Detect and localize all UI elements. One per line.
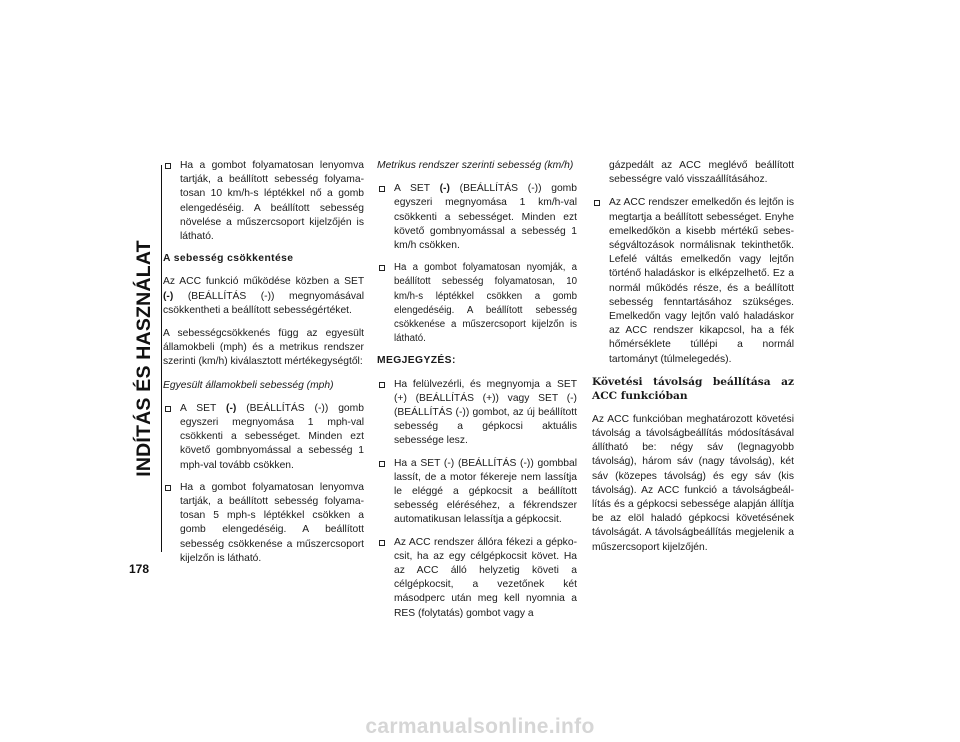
bullet-item: Az ACC rendszer állóra fékezi a gépkocsit, ha az egy célgépkocsit követ. Ha az ACC álló helyzetig követi a célgépkocsit, a vezetőnek két másodperc után meg kell nyomnia a RES (folytatás) gombot vagy a bbox=[377, 536, 577, 621]
square-bullet-icon bbox=[594, 200, 600, 206]
column-3 bbox=[592, 159, 794, 564]
square-bullet-icon bbox=[379, 382, 385, 388]
square-bullet-icon bbox=[379, 186, 385, 192]
square-bullet-icon bbox=[165, 406, 171, 412]
paragraph: Az ACC funkcióban meghatározott követési távolság a távolságbeállítás módosításával állítható be: négy sáv (legnagyobb távolság), három sáv (nagy távolság), két sáv (közepes távolság) és egy sáv (kis távolság). Az ACC funkció a távolságbeállítás és a gépkocsi sebessége alapján állítja be az elöl haladó gépkocsi követésének távolságát. A távolságbeállítás megjelenik a műszercsoport kijelzőjén. bbox=[592, 413, 794, 553]
note-heading: MEGJEGYZÉS: bbox=[377, 355, 456, 367]
section-heading: A sebesség csökkentése bbox=[163, 253, 294, 265]
subheading: Egyesült államokbeli sebesség (mph) bbox=[163, 379, 334, 391]
bullet-item: Ha a SET (-) (BEÁLLÍTÁS (-)) gombbal lassít, de a motor fékereje nem lassítja le eléggé a gépkocsit a beállított sebesség eléréséhez, a fékrendszer automatikusan lelassítja a gépkocsit. bbox=[377, 457, 577, 528]
watermark: carmanualsonline.info bbox=[365, 715, 595, 738]
chapter-title-text: INDÍTÁS ÉS HASZNÁLAT bbox=[132, 240, 155, 477]
paragraph: Az ACC funkció működése közben a SET (-) (BEÁLLÍTÁS (-)) megnyomásával csökkentheti a beállított sebességértéket. bbox=[163, 276, 364, 316]
bullet-item: Ha a gombot folyamatosan lenyomva tartják, a beállított sebesség folyamatosan 10 km/h-s léptékkel nő a gomb elengedéséig. A beállított sebesség növelése a műszercsoport kijelzőjén is látható. bbox=[163, 159, 364, 244]
bullet-item: A SET (-) (BEÁLLÍTÁS (-)) gomb egyszeri megnyomása 1 km/h-val csökkenti a sebességet. Minden ezt követő gombnyomással a sebesség 1 km/h csökken. bbox=[377, 182, 577, 253]
bullet-item: Ha felülvezérli, és megnyomja a SET (+) (BEÁLLÍTÁS (+)) vagy SET (-) (BEÁLLÍTÁS (-)) gombot, az új beállított sebesség a gépkocsi aktuális sebessége lesz. bbox=[377, 378, 577, 449]
bullet-item: Az ACC rendszer emelkedőn és lejtőn is megtartja a beállított sebességet. Enyhe emelkedőkön a kisebb mértékű sebességváltozások normálisnak tekinthetők. Lefelé váltás emelkedőn vagy lejtőn történő haladáskor is elképzelhető. Ez a normál működés része, és a beállított sebesség fenntartásához szükséges. Emelkedőn vagy lejtőn való haladáskor az ACC rendszer kikapcsol, ha a fék hőmérséklete túllépi a normál tartományt (túlmelegedés). bbox=[592, 196, 794, 366]
chapter-title bbox=[128, 165, 160, 552]
bullet-continuation: gázpedált az ACC meglévő beállított sebességre való visszaállításához. bbox=[609, 160, 794, 186]
chapter-divider bbox=[161, 165, 162, 552]
bullet-item: A SET (-) (BEÁLLÍTÁS (-)) gomb egyszeri megnyomása 1 mph-val csökkenti a sebességet. Minden ezt követő gombnyomással a sebesség 1 mph-val tovább csökken. bbox=[163, 402, 364, 473]
square-bullet-icon bbox=[379, 461, 385, 467]
bullet-item: Ha a gombot folyamatosan lenyomva tartják, a beállított sebesség folyamatosan 5 mph-s léptékkel csökken a gomb elengedéséig. A beállított sebesség csökkenése a műszercsoport kijelzőn is látható. bbox=[163, 481, 364, 566]
column-1 bbox=[163, 159, 364, 574]
paragraph: A sebességcsökkenés függ az egyesült államokbeli (mph) és a metrikus rendszer szerinti (km/h) kiválasztott mértékegységtől: bbox=[163, 328, 364, 368]
square-bullet-icon bbox=[379, 265, 385, 271]
subheading: Metrikus rendszer szerinti sebesség (km/h) bbox=[377, 160, 574, 171]
section-heading: Követési távolság beállítása az ACC funkcióban bbox=[592, 375, 794, 403]
bullet-item: Ha a gombot folyamatosan nyomják, a beállított sebesség folyamatosan, 10 km/h-s léptékkel csökken a gomb elengedéséig. A beállított sebesség csökkenése a műszercsoport kijelzőn is látható. bbox=[377, 261, 577, 346]
column-2 bbox=[377, 159, 577, 629]
square-bullet-icon bbox=[379, 540, 385, 546]
square-bullet-icon bbox=[165, 485, 171, 491]
square-bullet-icon bbox=[165, 163, 171, 169]
page-number: 178 bbox=[129, 562, 150, 576]
